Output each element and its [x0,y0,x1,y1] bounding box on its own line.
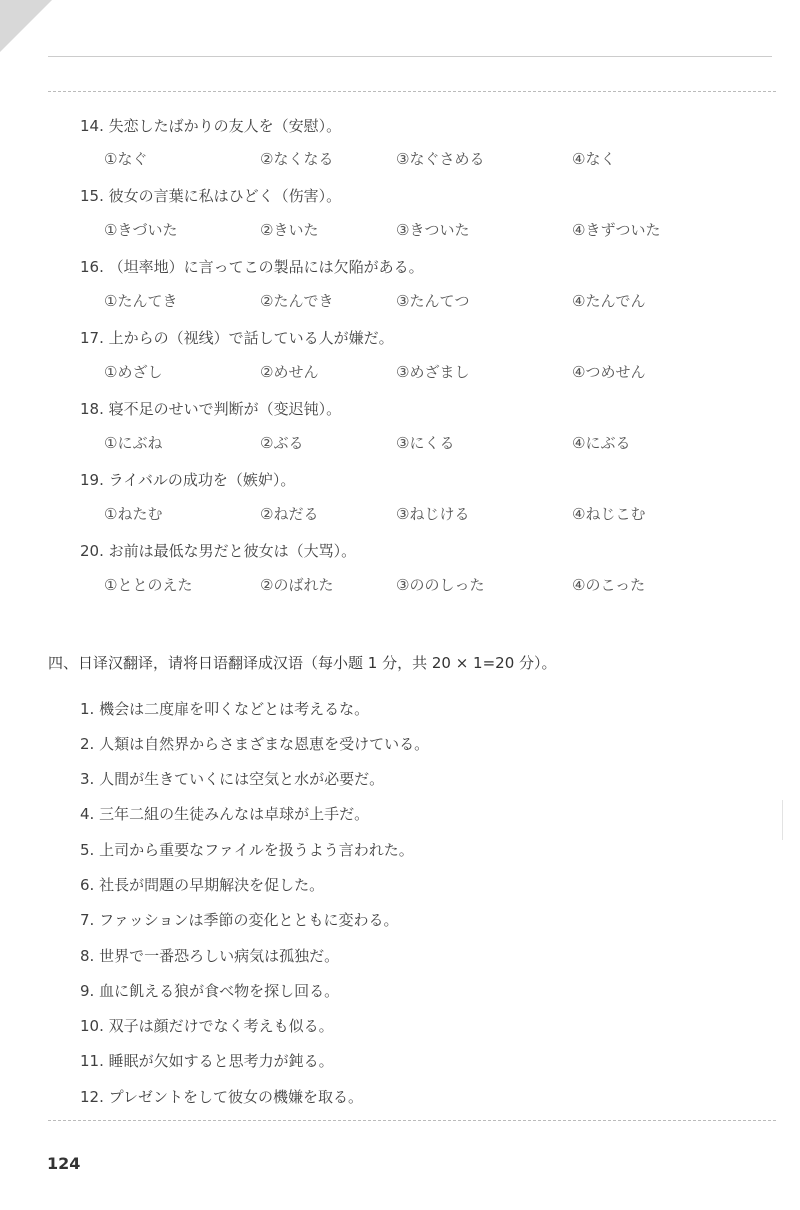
option-4: ④きずついた [572,221,661,239]
item-text: 機会は二度扉を叩くなどとは考えるな。 [99,700,370,718]
page-number: 124 [47,1154,81,1173]
question-text: 上からの（视线）で話している人が嫌だ。 [108,329,394,347]
translation-item-7 [80,909,399,930]
option-1: ①なぐ [104,150,148,168]
question-19 [80,469,295,490]
question-number: 14. [80,117,104,135]
option-1: ①ねたむ [104,505,163,523]
option-3: ③きついた [396,221,470,239]
item-number: 12. [80,1088,104,1106]
question-number: 17. [80,329,104,347]
content-top-divider [48,91,776,92]
question-text: 寝不足のせいで判断が（变迟钝）。 [108,400,342,418]
option-3: ③なぐさめる [396,150,485,168]
option-2: ②ねだる [260,505,319,523]
option-3: ③ののしった [396,576,485,594]
question-text: ライバルの成功を（嫉妒）。 [108,471,296,489]
item-text: プレゼントをして彼女の機嫌を取る。 [108,1088,364,1106]
item-text: 上司から重要なファイルを扱うよう言われた。 [99,841,414,859]
option-4: ④なく [572,150,616,168]
section-four-heading: 四、日译汉翻译，请将日语翻译成汉语（每小题 1 分，共 20 × 1=20 分）。 [48,654,557,672]
option-2: ②ぶる [260,434,304,452]
question-number: 15. [80,187,104,205]
translation-item-2 [80,733,429,754]
item-text: 世界で一番恐ろしい病気は孤独だ。 [99,947,340,965]
option-3: ③ねじける [396,505,470,523]
item-number: 10. [80,1017,104,1035]
question-number: 16. [80,258,104,276]
translation-item-5 [80,839,414,860]
question-17 [80,327,394,348]
question-14 [80,115,341,136]
option-4: ④たんでん [572,292,646,310]
item-number: 1. [80,700,95,718]
item-text: 人類は自然界からさまざまな恩恵を受けている。 [99,735,430,753]
option-4: ④ねじこむ [572,505,646,523]
option-2: ②きいた [260,221,319,239]
item-text: 睡眠が欠如すると思考力が鈍る。 [108,1052,334,1070]
option-4: ④にぶる [572,434,631,452]
option-2: ②のばれた [260,576,334,594]
translation-item-10 [80,1015,334,1036]
item-number: 4. [80,805,95,823]
translation-item-6 [80,874,324,895]
item-number: 7. [80,911,95,929]
question-text: 失恋したばかりの友人を（安慰）。 [108,117,342,135]
translation-item-3 [80,768,384,789]
item-text: 双子は顔だけでなく考えも似る。 [108,1017,334,1035]
option-4: ④のこった [572,576,646,594]
question-text: 彼女の言葉に私はひどく（伤害）。 [108,187,342,205]
margin-mark [782,800,783,840]
item-number: 5. [80,841,95,859]
item-text: 血に飢える狼が食べ物を探し回る。 [99,982,340,1000]
question-text: （坦率地）に言ってこの製品には欠陥がある。 [108,258,424,276]
option-1: ①ととのえた [104,576,193,594]
question-number: 20. [80,542,104,560]
question-number: 19. [80,471,104,489]
page-corner-fold [0,0,52,52]
item-text: ファッションは季節の変化とともに変わる。 [99,911,399,929]
question-15 [80,185,341,206]
option-1: ①めざし [104,363,163,381]
translation-item-1 [80,698,369,719]
translation-item-4 [80,803,369,824]
question-16 [80,256,424,277]
option-2: ②たんでき [260,292,334,310]
translation-item-12 [80,1086,363,1107]
option-3: ③たんてつ [396,292,470,310]
option-2: ②なくなる [260,150,334,168]
item-number: 11. [80,1052,104,1070]
translation-item-11 [80,1050,334,1071]
question-20 [80,540,356,561]
item-text: 社長が問題の早期解決を促した。 [99,876,325,894]
header-rule [48,56,772,57]
option-1: ①にぶね [104,434,163,452]
option-4: ④つめせん [572,363,646,381]
option-2: ②めせん [260,363,319,381]
option-3: ③めざまし [396,363,470,381]
option-1: ①たんてき [104,292,178,310]
item-text: 三年二組の生徒みんなは卓球が上手だ。 [99,805,370,823]
question-number: 18. [80,400,104,418]
question-18 [80,398,341,419]
translation-item-8 [80,945,339,966]
item-number: 9. [80,982,95,1000]
question-text: お前は最低な男だと彼女は（大骂）。 [108,542,357,560]
option-3: ③にくる [396,434,455,452]
item-number: 3. [80,770,95,788]
translation-item-9 [80,980,339,1001]
item-text: 人間が生きていくには空気と水が必要だ。 [99,770,385,788]
item-number: 2. [80,735,95,753]
option-1: ①きづいた [104,221,178,239]
content-bottom-divider [48,1120,776,1121]
item-number: 8. [80,947,95,965]
item-number: 6. [80,876,95,894]
